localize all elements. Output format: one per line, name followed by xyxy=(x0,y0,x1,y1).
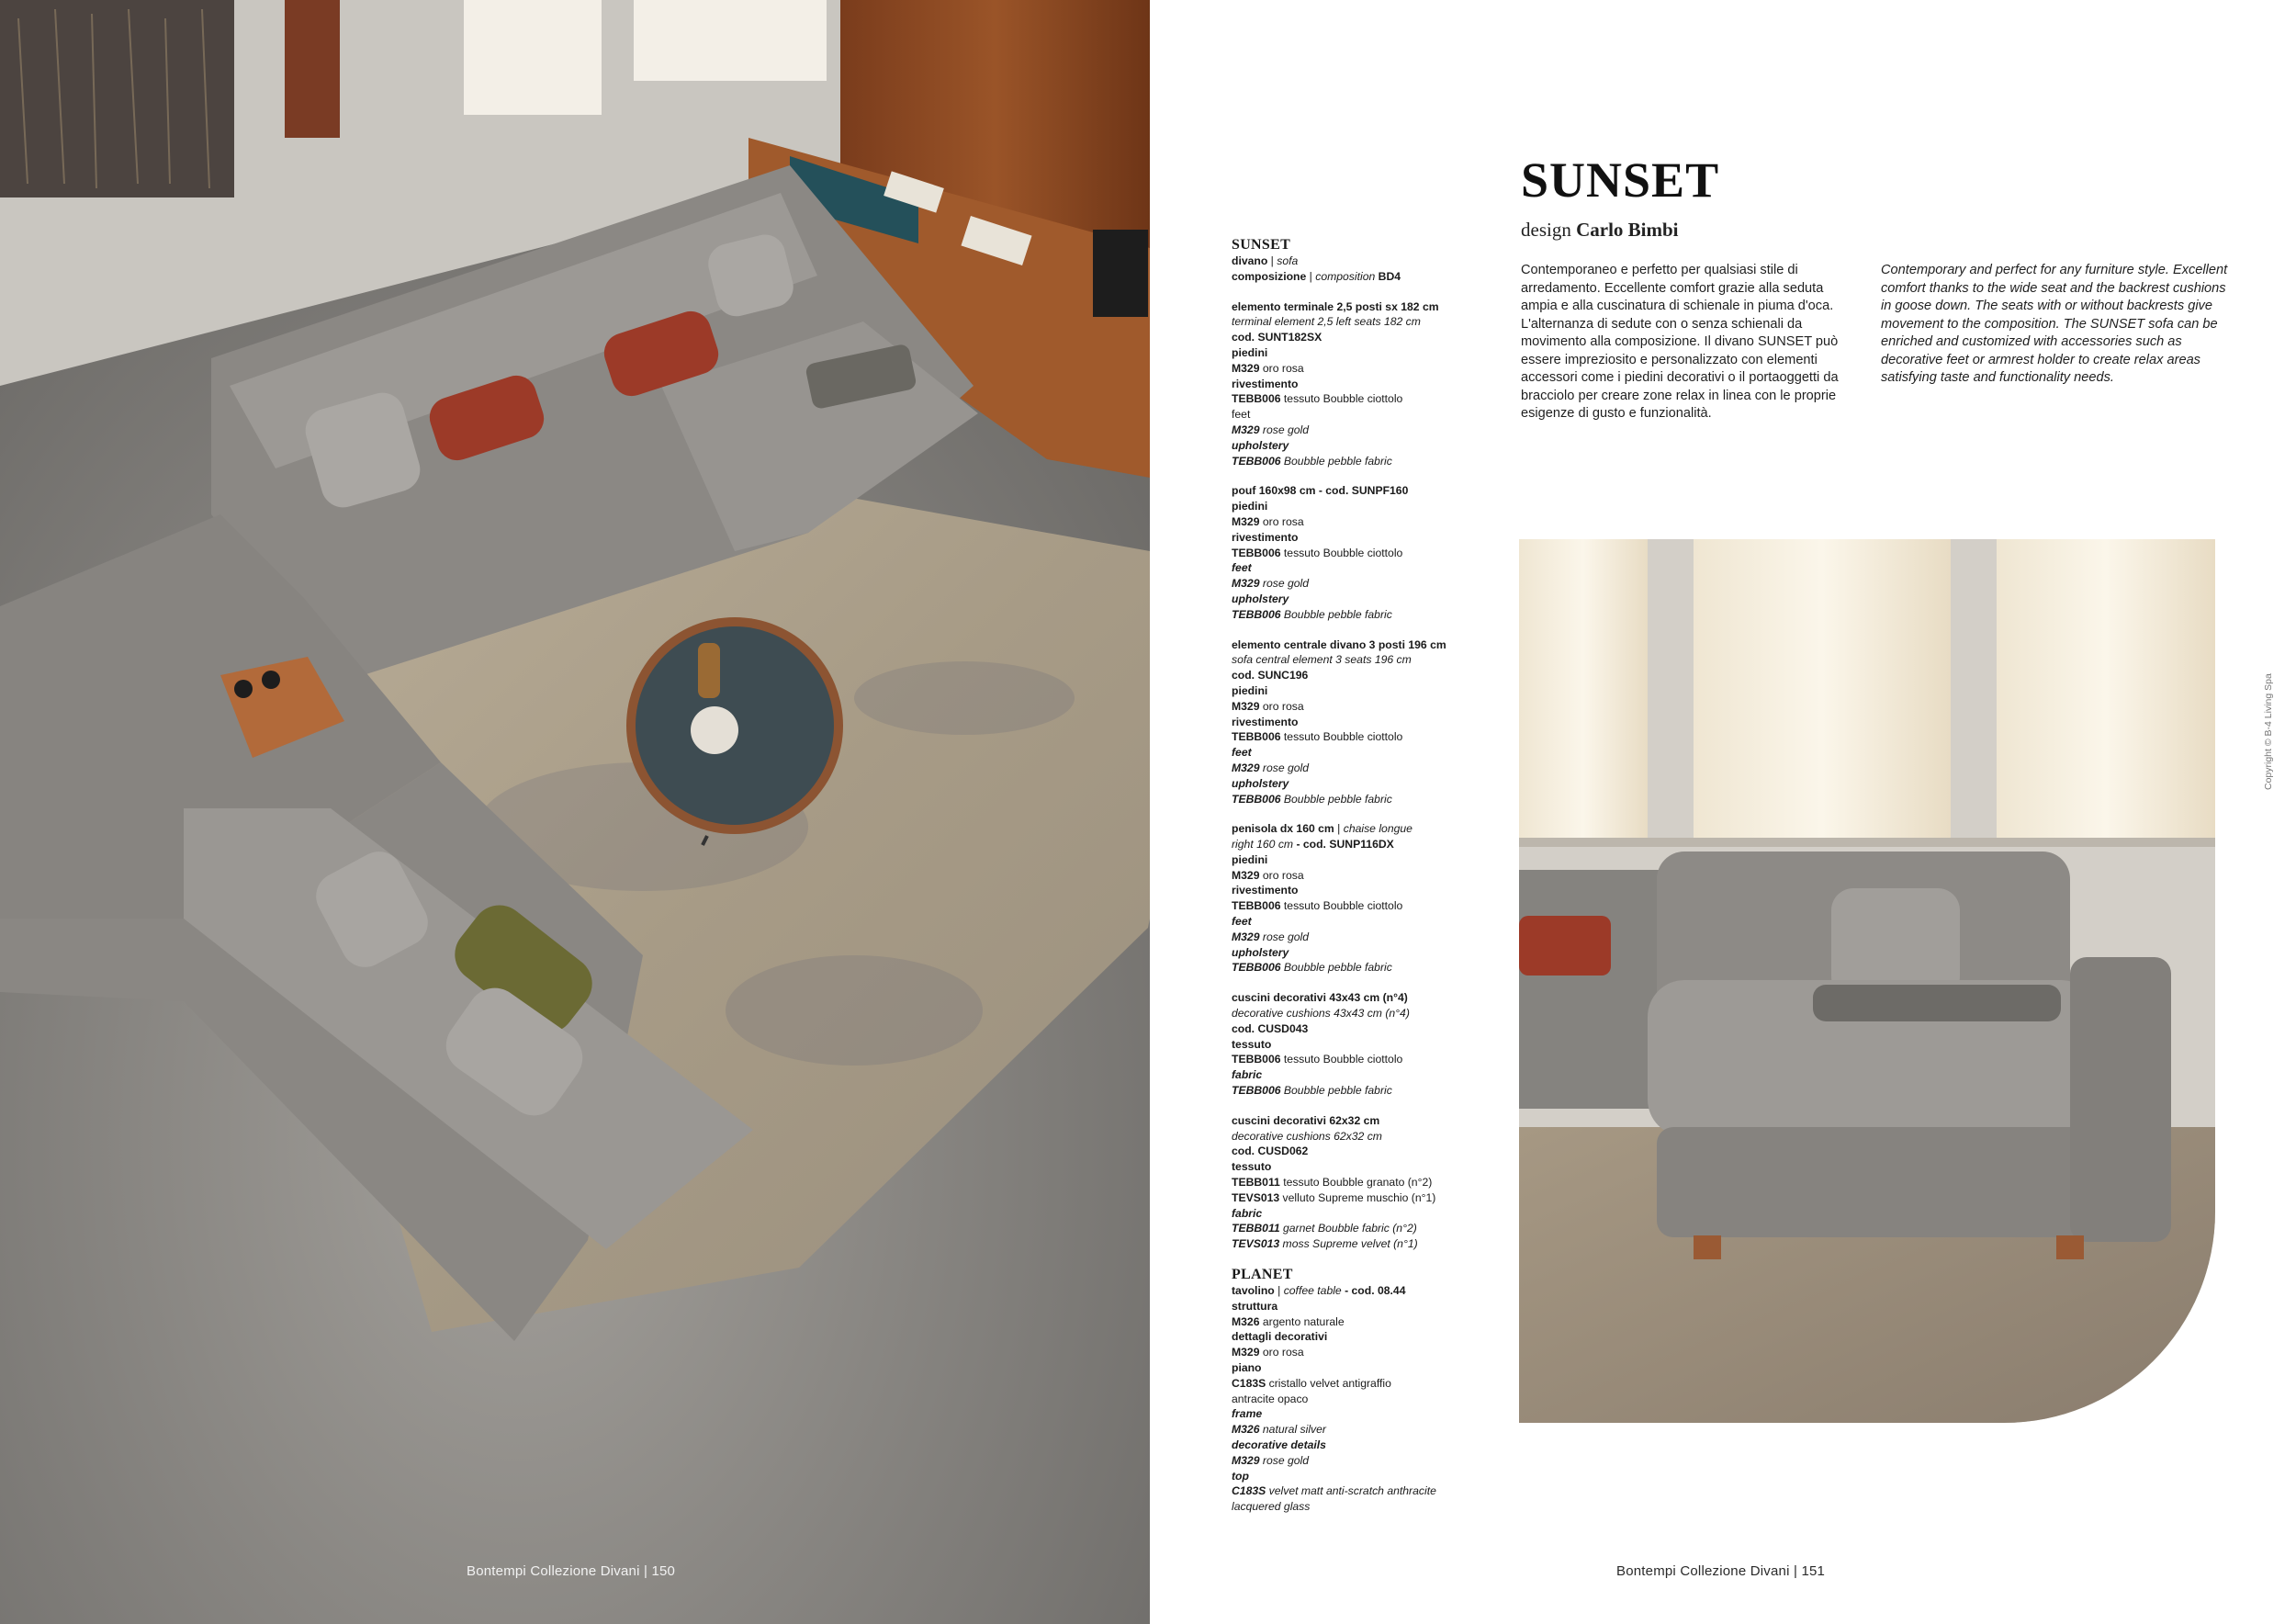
finish-text: Boubble pebble fabric xyxy=(1280,1084,1392,1098)
spec-code: - cod. 08.44 xyxy=(1341,1284,1406,1298)
finish-text: Boubble pebble fabric xyxy=(1280,792,1392,806)
spec-title: penisola dx 160 cm xyxy=(1232,822,1334,836)
spec-label: dettagli decorativi xyxy=(1232,1330,1328,1344)
finish-code: TEBB006 xyxy=(1232,1053,1281,1066)
designer-name: Carlo Bimbi xyxy=(1576,219,1679,241)
spec-label-en: top xyxy=(1232,1469,1249,1483)
finish-code: M329 xyxy=(1232,423,1260,436)
spec-label: piedini xyxy=(1232,345,1268,359)
spec-title-en: right 160 cm xyxy=(1232,838,1294,851)
intro-italian: Contemporaneo e perfetto per qualsiasi stile di arredamento. Eccellente comfort grazie alla seduta ampia e alla cuscinatura di schienale in piuma d'oca. L'alternanza di sedute con o senza schienali da movimento alla composizione. Il divano SUNSET può essere impreziosito e personalizzato con elementi accessori come i piedini decorativi o il portaoggetti da bracciolo per creare zone relax in linea con le proprie esigenze di gusto e funzionalità. xyxy=(1521,263,1839,421)
spec-title: cuscini decorativi 43x43 cm (n°4) xyxy=(1232,991,1408,1005)
finish-text: lacquered glass xyxy=(1232,1500,1311,1514)
intro-english: Contemporary and perfect for any furniture style. Excellent comfort thanks to the wide seat and the backrest cushions in goose down. The seats with or without backrests give movement to the composition. The SUNSET sofa can be enriched and customized with accessories such as decorative feet or armrest holder to create relax areas satisfying taste and functionality needs. xyxy=(1881,263,2228,385)
spec-title-en: terminal element 2,5 left seats 182 cm xyxy=(1232,315,1421,329)
finish-text: oro rosa xyxy=(1259,868,1304,882)
spec-label: rivestimento xyxy=(1232,715,1299,728)
finish-code: TEVS013 xyxy=(1232,1190,1280,1204)
spec-product-name: SUNSET xyxy=(1232,237,1291,253)
finish-text: Boubble pebble fabric xyxy=(1280,607,1392,621)
spec-block-terminal-element xyxy=(1232,299,1507,469)
spec-label-en: fabric xyxy=(1232,1068,1263,1082)
finish-code: M329 xyxy=(1232,514,1260,528)
chaise-base xyxy=(1657,1127,2107,1237)
spec-label: rivestimento xyxy=(1232,530,1299,544)
finish-text: cristallo velvet antigraffio xyxy=(1266,1376,1391,1390)
finish-code: C183S xyxy=(1232,1484,1266,1498)
finish-code: TEBB006 xyxy=(1232,792,1281,806)
finish-text: tessuto Boubble ciottolo xyxy=(1280,1053,1403,1066)
finish-text: tessuto Boubble ciottolo xyxy=(1280,392,1403,406)
finish-text: antracite opaco xyxy=(1232,1392,1309,1405)
spec-label: tessuto xyxy=(1232,1037,1272,1051)
spec-label-en: upholstery xyxy=(1232,592,1289,605)
spec-block-chaise-longue xyxy=(1232,821,1507,976)
finish-code: TEBB006 xyxy=(1232,454,1281,468)
finish-code: M326 xyxy=(1232,1314,1260,1328)
spec-label: struttura xyxy=(1232,1299,1278,1313)
finish-code: M329 xyxy=(1232,1453,1260,1467)
spec-label: composizione xyxy=(1232,269,1307,283)
spec-label-en: feet xyxy=(1232,408,1251,422)
spec-title: elemento terminale 2,5 posti sx 182 cm xyxy=(1232,299,1439,313)
product-title: SUNSET xyxy=(1521,152,1720,208)
finish-code: M329 xyxy=(1232,761,1260,774)
spec-label-en: upholstery xyxy=(1232,945,1289,959)
finish-text: rose gold xyxy=(1259,930,1310,943)
window xyxy=(1694,539,1951,842)
window xyxy=(634,0,827,81)
finish-text: garnet Boubble fabric (n°2) xyxy=(1279,1222,1417,1235)
separator: | xyxy=(1274,1284,1284,1298)
spec-block-cushions-62 xyxy=(1232,1113,1507,1252)
spec-label: piedini xyxy=(1232,852,1268,866)
detail-photo-right xyxy=(1519,539,2215,1423)
finish-text: Boubble pebble fabric xyxy=(1280,961,1392,975)
wall-painting xyxy=(0,0,234,197)
finish-text: moss Supreme velvet (n°1) xyxy=(1279,1237,1418,1251)
finish-text: oro rosa xyxy=(1259,514,1304,528)
spec-block-planet xyxy=(1232,1267,1507,1515)
throw-blanket xyxy=(1813,985,2061,1021)
armrest xyxy=(2070,957,2171,1242)
spec-label: tavolino xyxy=(1232,1284,1275,1298)
finish-text: oro rosa xyxy=(1259,699,1304,713)
designer-credit xyxy=(1521,219,1679,242)
spec-label: rivestimento xyxy=(1232,884,1299,897)
spec-label-en: feet xyxy=(1232,561,1252,575)
spec-code: cod. SUNT182SX xyxy=(1232,331,1322,344)
finish-text: velluto Supreme muschio (n°1) xyxy=(1279,1190,1436,1204)
spec-code: cod. CUSD062 xyxy=(1232,1145,1309,1158)
spec-label-en: coffee table xyxy=(1283,1284,1342,1298)
folio-left: Bontempi Collezione Divani | 150 xyxy=(467,1563,676,1579)
finish-code: TEBB006 xyxy=(1232,961,1281,975)
finish-text: oro rosa xyxy=(1259,361,1304,375)
composition-code: BD4 xyxy=(1375,269,1401,283)
finish-code: C183S xyxy=(1232,1376,1266,1390)
finish-text: tessuto Boubble ciottolo xyxy=(1280,899,1403,913)
finish-code: M329 xyxy=(1232,1346,1260,1359)
design-prefix: design xyxy=(1521,219,1571,241)
finish-code: TEBB006 xyxy=(1232,392,1281,406)
finish-code: TEBB006 xyxy=(1232,546,1281,559)
spec-title-en: sofa central element 3 seats 196 cm xyxy=(1232,653,1412,667)
spec-label-en: upholstery xyxy=(1232,776,1289,790)
spec-label-en: decorative details xyxy=(1232,1438,1326,1451)
spec-label-en: sofa xyxy=(1277,254,1299,267)
finish-code: M326 xyxy=(1232,1423,1260,1437)
spec-header xyxy=(1232,237,1507,285)
finish-code: TEBB011 xyxy=(1232,1176,1280,1190)
spec-block-central-element xyxy=(1232,637,1507,807)
separator: | xyxy=(1334,822,1344,836)
finish-code: TEBB006 xyxy=(1232,607,1281,621)
finish-code: TEBB006 xyxy=(1232,1084,1281,1098)
spec-label-en: fabric xyxy=(1232,1206,1263,1220)
finish-text: tessuto Boubble granato (n°2) xyxy=(1279,1176,1433,1190)
spec-column xyxy=(1232,237,1507,1529)
spec-label-en: upholstery xyxy=(1232,438,1289,452)
finish-text: oro rosa xyxy=(1259,1346,1304,1359)
folio-right: Bontempi Collezione Divani | 151 xyxy=(1616,1563,1826,1579)
spec-label: piedini xyxy=(1232,683,1268,697)
separator: | xyxy=(1306,269,1316,283)
spec-label: rivestimento xyxy=(1232,377,1299,390)
spec-block-pouf xyxy=(1232,483,1507,622)
finish-text: tessuto Boubble ciottolo xyxy=(1280,546,1403,559)
spec-code: - cod. SUNP116DX xyxy=(1293,838,1394,851)
spec-product-name: PLANET xyxy=(1232,1267,1293,1283)
sofa-foot xyxy=(1694,1235,1721,1259)
finish-text: rose gold xyxy=(1259,761,1310,774)
separator: | xyxy=(1267,254,1277,267)
finish-text: natural silver xyxy=(1259,1423,1326,1437)
spec-title-en: decorative cushions 62x32 cm xyxy=(1232,1129,1382,1143)
finish-code: M329 xyxy=(1232,577,1260,591)
spec-title: pouf 160x98 cm - cod. SUNPF160 xyxy=(1232,484,1409,498)
finish-code: M329 xyxy=(1232,699,1260,713)
spec-label-en: feet xyxy=(1232,746,1252,760)
spec-label: piedini xyxy=(1232,500,1268,513)
finish-text: rose gold xyxy=(1259,1453,1310,1467)
copyright-note: Copyright © B-4 Living Spa xyxy=(2263,673,2274,790)
spec-title: cuscini decorativi 62x32 cm xyxy=(1232,1113,1380,1127)
spec-code: cod. CUSD043 xyxy=(1232,1021,1309,1035)
window xyxy=(1997,539,2215,842)
spec-code: cod. SUNC196 xyxy=(1232,669,1309,682)
window xyxy=(1519,539,1648,842)
finish-text: argento naturale xyxy=(1259,1314,1345,1328)
window xyxy=(464,0,602,115)
finish-code: TEVS013 xyxy=(1232,1237,1280,1251)
finish-code: TEBB011 xyxy=(1232,1222,1280,1235)
finish-text: velvet matt anti-scratch anthracite xyxy=(1266,1484,1436,1498)
spec-title: elemento centrale divano 3 posti 196 cm xyxy=(1232,637,1446,651)
finish-code: TEBB006 xyxy=(1232,730,1281,744)
finish-code: TEBB006 xyxy=(1232,899,1281,913)
cushion-terracotta xyxy=(1519,916,1611,976)
spec-title-en: chaise longue xyxy=(1343,822,1412,836)
spec-label-en: composition xyxy=(1315,269,1376,283)
spec-label: tessuto xyxy=(1232,1160,1272,1174)
spec-label-en: feet xyxy=(1232,915,1252,929)
sofa-foot xyxy=(2056,1235,2084,1259)
finish-code: M329 xyxy=(1232,930,1260,943)
spec-title-en: decorative cushions 43x43 cm (n°4) xyxy=(1232,1007,1410,1021)
finish-text: Boubble pebble fabric xyxy=(1280,454,1392,468)
chaise-detail-illustration xyxy=(1519,539,2215,1423)
finish-text: tessuto Boubble ciottolo xyxy=(1280,730,1403,744)
spec-label-en: frame xyxy=(1232,1407,1263,1421)
spec-block-cushions-43 xyxy=(1232,990,1507,1099)
finish-text: rose gold xyxy=(1259,423,1310,436)
spec-label: piano xyxy=(1232,1361,1262,1374)
finish-text: rose gold xyxy=(1259,577,1310,591)
spec-label: divano xyxy=(1232,254,1268,267)
finish-code: M329 xyxy=(1232,868,1260,882)
finish-code: M329 xyxy=(1232,361,1260,375)
